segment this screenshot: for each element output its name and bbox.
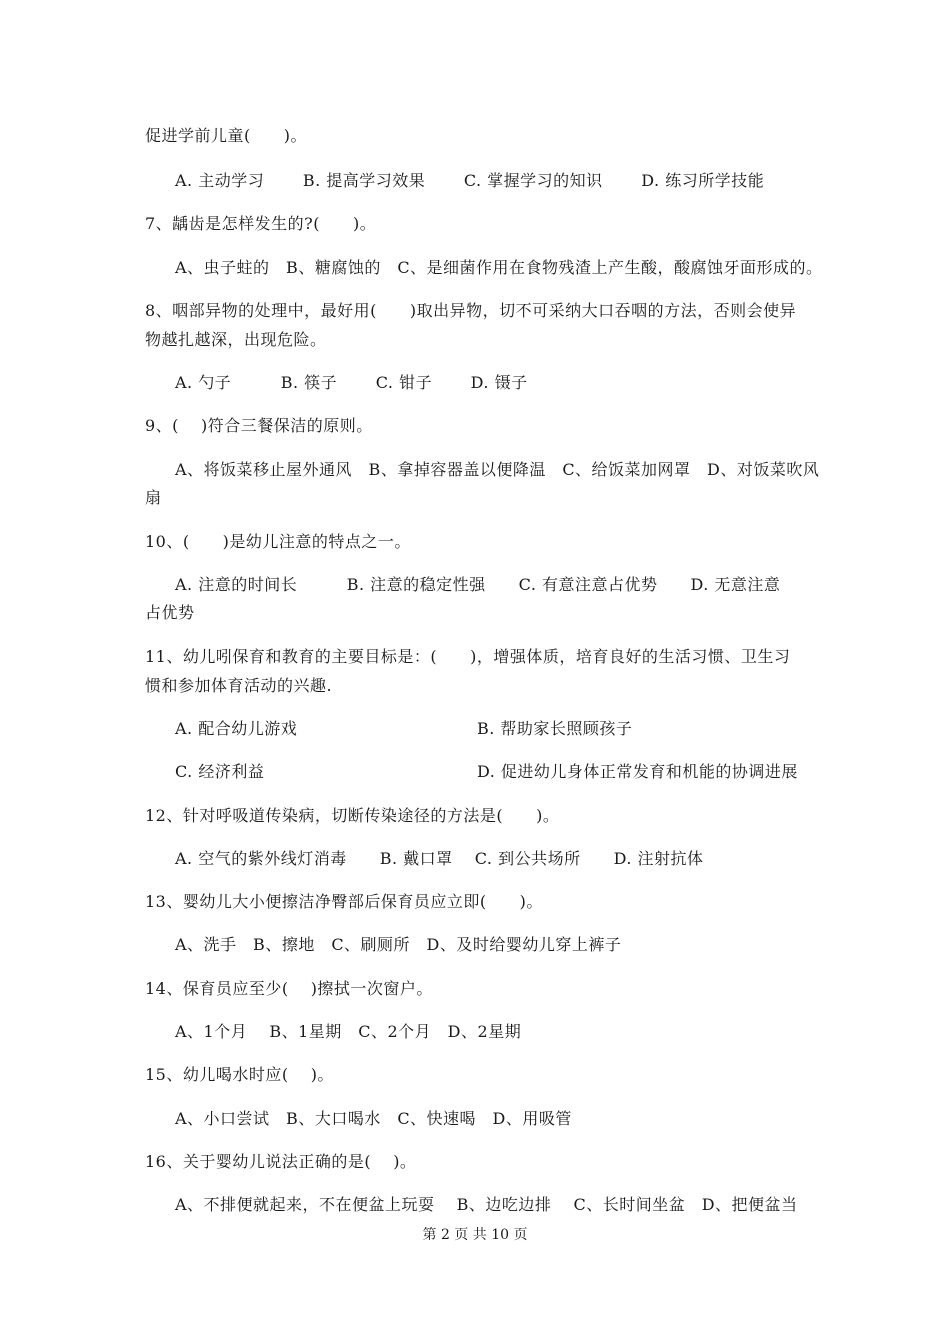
question-10-stem: 10、( )是幼儿注意的特点之一。 bbox=[145, 532, 411, 551]
question-10-options: A. 注意的时间长 B. 注意的稳定性强 C. 有意注意占优势 D. 无意注意 bbox=[175, 575, 781, 594]
question-6-options: A. 主动学习 B. 提高学习效果 C. 掌握学习的知识 D. 练习所学技能 bbox=[175, 171, 765, 190]
question-13-options: A、洗手 B、擦地 C、刷厕所 D、及时给婴幼儿穿上裤子 bbox=[175, 935, 622, 954]
page-footer: 第 2 页 共 10 页 bbox=[422, 1227, 528, 1243]
question-15-stem: 15、幼儿喝水时应( )。 bbox=[145, 1065, 334, 1084]
question-12-options: A. 空气的紫外线灯消毒 B. 戴口罩 C. 到公共场所 D. 注射抗体 bbox=[175, 849, 704, 868]
question-16-options: A、不排便就起来，不在便盆上玩耍 B、边吃边排 C、长时间坐盆 D、把便盆当 bbox=[175, 1195, 798, 1214]
question-16-stem: 16、关于婴幼儿说法正确的是( )。 bbox=[145, 1152, 417, 1171]
question-7-options: A、虫子蛀的 B、糖腐蚀的 C、是细菌作用在食物残渣上产生酸，酸腐蚀牙面形成的。 bbox=[175, 258, 823, 277]
question-7-stem: 7、龋齿是怎样发生的?( )。 bbox=[145, 214, 377, 233]
question-9-stem: 9、( )符合三餐保洁的原则。 bbox=[145, 416, 373, 435]
question-9-options: A、将饭菜移止屋外通风 B、拿掉容器盖以便降温 C、给饭菜加网罩 D、对饭菜吹风 bbox=[175, 460, 820, 479]
question-10-options-cont: 占优势 bbox=[145, 603, 195, 622]
question-14-stem: 14、保育员应至少( )擦拭一次窗户。 bbox=[145, 979, 433, 998]
question-15-options: A、小口尝试 B、大口喝水 C、快速喝 D、用吸管 bbox=[175, 1109, 572, 1128]
question-8-stem-cont: 物越扎越深，出现危险。 bbox=[145, 330, 327, 349]
question-12-stem: 12、针对呼吸道传染病，切断传染途径的方法是( )。 bbox=[145, 806, 560, 825]
question-9-options-cont: 扇 bbox=[145, 488, 162, 507]
question-11-option-d: D. 促进幼儿身体正常发育和机能的协调进展 bbox=[477, 762, 798, 781]
question-8-stem: 8、咽部异物的处理中，最好用( )取出异物，切不可采纳大口吞咽的方法，否则会使异 bbox=[145, 301, 797, 320]
question-6-continuation: 促进学前儿童( )。 bbox=[145, 126, 307, 145]
question-11-option-a: A. 配合幼儿游戏 bbox=[175, 719, 298, 738]
question-11-option-b: B. 帮助家长照顾孩子 bbox=[477, 719, 633, 738]
question-11-option-c: C. 经济利益 bbox=[175, 762, 265, 781]
question-13-stem: 13、婴幼儿大小便擦洁净臀部后保育员应立即( )。 bbox=[145, 892, 543, 911]
question-14-options: A、1个月 B、1星期 C、2个月 D、2星期 bbox=[175, 1022, 522, 1041]
question-11-stem-cont: 惯和参加体育活动的兴趣. bbox=[145, 676, 333, 695]
question-8-options: A. 勺子 B. 筷子 C. 钳子 D. 镊子 bbox=[175, 373, 528, 392]
question-11-stem: 11、幼儿吲保育和教育的主要目标是：( )，增强体质，培育良好的生活习惯、卫生习 bbox=[145, 647, 791, 666]
